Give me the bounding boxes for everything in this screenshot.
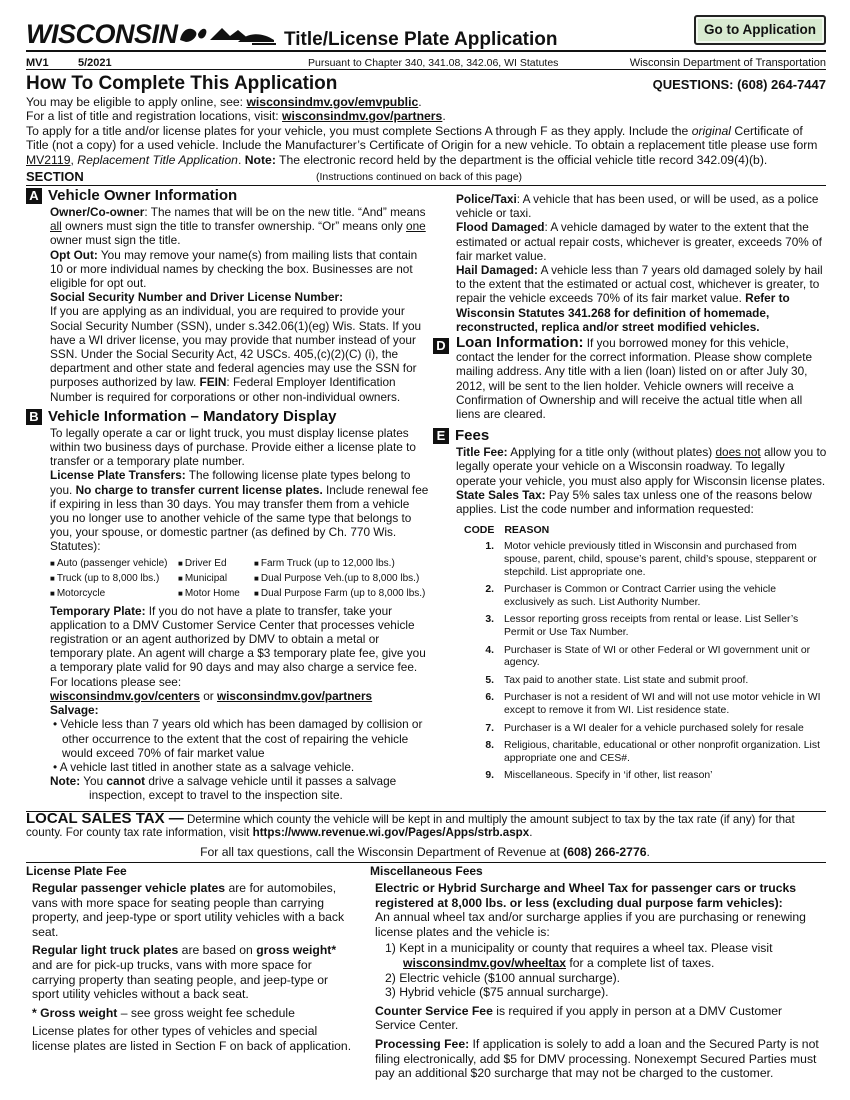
section-d-letter: D <box>433 338 449 354</box>
salvage-item: • Vehicle less than 7 years old which has been damaged by collision or other occurrence to the extent that the cost of repairing the vehicle would exceed 70% of fair market value <box>53 717 423 760</box>
exemption-code-row <box>456 692 827 717</box>
mv2119-link[interactable]: MV2119 <box>26 152 71 167</box>
section-d: D Loan Information: If you borrowed money for this vehicle, contact the lender for the correct information. Please show complete mailing address. Any title with a lien (loan) listed on or after July 30, 2012, will be sent to the lien holder. Vehicle owners will receive a Confirmation of Ownership and will receive the actual title when all liens are cleared. <box>437 336 827 421</box>
plate-type-item: ■ Motor Home <box>178 586 254 601</box>
page-title: How To Complete This Application <box>26 73 338 94</box>
form-id: MV1 <box>26 57 49 69</box>
counter-service-fee: Counter Service Fee is required if you apply in person at a DMV Customer Service Center. <box>375 1003 783 1033</box>
code-number: 8. <box>485 740 494 752</box>
surcharge-item: 1) Kept in a municipality or county that requires a wheel tax. Please visit wisconsindmv.gov/wheeltax for a complete list of taxes. <box>385 941 773 970</box>
title-fee-info: Title Fee: Applying for a title only (without plates) does not allow you to legally operate your vehicle on a Wisconsin roadway. To legally operate your vehicle, you must also apply for Wisconsin license plates. <box>456 445 827 488</box>
code-reason: Purchaser is not a resident of WI and will not use motor vehicle in WI except to remove it from WI. List residence state. <box>504 692 821 716</box>
code-reason: Motor vehicle previously titled in Wisconsin and purchased from spouse, parent, child, spouse’s parent, child’s spouse, stepparent or stepchild. List appropriate one. <box>504 541 817 578</box>
exemption-code-row <box>456 541 827 579</box>
section-a-heading: A Vehicle Owner Information <box>26 188 430 204</box>
plate-type-item: ■ Motorcycle <box>50 586 178 601</box>
gross-weight-note: * Gross weight – see gross weight fee schedule <box>32 1005 295 1020</box>
code-number: 9. <box>485 770 494 782</box>
wisconsin-logo-art <box>178 22 278 48</box>
surcharge-item: 3) Hybrid vehicle ($75 annual surcharge). <box>385 985 609 1000</box>
centers-link[interactable]: wisconsindmv.gov/centers <box>50 688 200 703</box>
emv-public-link[interactable]: wisconsindmv.gov/emvpublic <box>246 95 419 109</box>
code-number: 5. <box>485 674 494 686</box>
instructions-continued: (Instructions continued on back of this page) <box>316 171 523 183</box>
plate-type-item: ■ Farm Truck (up to 12,000 lbs.) <box>254 556 444 571</box>
exemption-code-row <box>456 740 827 765</box>
salvage-note: Note: You cannot drive a salvage vehicle until it passes a salvage inspection, except to travel to the inspection site. <box>50 774 397 803</box>
code-reason: Purchaser is a WI dealer for a vehicle purchased solely for resale <box>504 722 804 734</box>
surcharge-list <box>375 941 825 999</box>
section-a-letter: A <box>26 188 42 204</box>
passenger-plates-info: Regular passenger vehicle plates are for automobiles, vans with more space for seating people than carrying property, and jeep-type or sport utility vehicles with a back seat. <box>32 881 345 939</box>
questions-phone: QUESTIONS: (608) 264-7447 <box>652 77 826 92</box>
local-sales-tax: LOCAL SALES TAX — Determine which county the vehicle will be kept in and multiply the amount subject to tax by the tax rate (if any) for that county. For county tax rate information, visit https://www.revenue.wi.gov/Pages/Apps/strb.aspx. <box>26 810 795 840</box>
exemption-code-row <box>456 645 827 670</box>
surcharge-item: 2) Electric vehicle ($100 annual surcharge). <box>385 970 621 985</box>
exemption-code-row <box>456 770 827 783</box>
ssn-info: If you are applying as an individual, you are required to provide your Social Security Number (SSN), under s.342.06(1)(eg) Wis. Stats. If you have a WI driver license, you may provide that number instead of your SSN. Under the Social Security Act, 42 USCs. 405,(c)(2)(C) (i), the department and other state and federal agencies may use the SSN for purposes authorized by law. FEIN: Federal Employer Identification Number is required for corporations or other non-individual owners. <box>50 304 422 404</box>
plate-type-item: ■ Truck (up to 8,000 lbs.) <box>50 571 178 586</box>
code-number: 2. <box>485 584 494 596</box>
owner-info: Owner/Co-owner: The names that will be on the new title. “And” means all owners must sign the title to transfer ownership. “Or” means only one owner must sign the title. <box>50 205 426 248</box>
section-b-letter: B <box>26 409 42 425</box>
exemption-code-row <box>456 723 827 736</box>
salvage-heading: Salvage: <box>50 703 99 718</box>
code-reason: Religious, charitable, educational or other nonprofit organization. List appropriate one and CES#. <box>504 740 820 764</box>
code-reason: Purchaser is State of WI or other Federal or WI government unit or agency. <box>504 644 811 669</box>
opt-out-info: Opt Out: You may remove your name(s) from mailing lists that contain 10 or more individual names by checking the box. Businesses are not eligible for opt out. <box>50 247 418 291</box>
section-rule <box>26 185 826 186</box>
code-reason: Miscellaneous. Specify in ‘if other, list reason’ <box>504 770 713 782</box>
plate-type-item: ■ Auto (passenger vehicle) <box>50 556 178 571</box>
code-number: 6. <box>485 692 494 704</box>
light-truck-plates-info: Regular light truck plates are based on gross weight* and are for pick-up trucks, vans with more space for carrying property than seating people, and jeep-type or sport utility vehicles without a back seat. <box>32 943 337 1002</box>
exemption-code-row <box>456 675 827 688</box>
intro-text: You may be eligible to apply online, see: wisconsindmv.gov/emvpublic. For a list of title and registration locations, visit: wisconsindmv.gov/partners. To apply for a title and/or license plates for your vehicle, you must complete Sections A through F as they apply. Include the original Certificate of Title (not a copy) for a used vehicle. Include the Manufacturer’s Certificate of Origin for a new vehicle. To obtain a replacement title please use form MV2119, Replacement Title Application. Note: The electronic record held by the department is the official vehicle title record 342.09(4)(b). <box>26 95 818 167</box>
location-links: wisconsindmv.gov/centers or wisconsindmv.gov/partners <box>50 688 373 703</box>
wisconsin-logo: WISCONSIN <box>26 19 178 49</box>
license-plate-fee <box>32 881 358 1058</box>
plate-types-list <box>50 556 430 601</box>
form-date: 5/2021 <box>78 57 112 69</box>
pursuant-statutes: Pursuant to Chapter 340, 341.08, 342.06, WI Statutes <box>308 57 559 69</box>
code-number: 7. <box>485 722 494 734</box>
code-reason: Purchaser is Common or Contract Carrier using the vehicle exclusively as such. List Authority Number. <box>504 584 776 608</box>
state-sales-tax-info: State Sales Tax: Pay 5% sales tax unless one of the reasons below applies. List the code number and information requested: <box>456 487 812 517</box>
license-plate-fee-heading: License Plate Fee <box>26 864 127 878</box>
section-label: SECTION <box>26 169 84 184</box>
code-reason: Lessor reporting gross receipts from rental or lease. List Seller’s Permit or Use Tax Number. <box>504 614 799 639</box>
exemption-code-row <box>456 584 827 609</box>
local-sales-tax-title: LOCAL SALES TAX — <box>26 810 184 827</box>
misc-fees <box>375 881 825 1085</box>
code-number: 4. <box>485 644 494 656</box>
flood-damaged-info: Flood Damaged: A vehicle damaged by water to the extent that the estimated or actual repair costs, whichever is greater, exceeds 70% of fair market value. <box>456 220 822 263</box>
left-column <box>30 188 430 803</box>
processing-fee: Processing Fee: If application is solely to add a loan and the Secured Party is not filing electronically, add $5 for DMV processing. Nonexempt Secured Parties must pay an additional $20 surcharge that may not be charged to the customer. <box>375 1036 819 1081</box>
plate-type-item: ■ Municipal <box>178 571 254 586</box>
partners-link[interactable]: wisconsindmv.gov/partners <box>282 109 443 124</box>
ev-surcharge-heading: Electric or Hybrid Surcharge and Wheel Tax for passenger cars or trucks registered at 8,000 lbs. or less (excluding dual purpose farm vehicles): <box>375 881 797 910</box>
ev-surcharge-text: An annual wheel tax and/or surcharge applies if you are purchasing or renewing license plates and the vehicle is: <box>375 910 806 939</box>
misc-fees-heading: Miscellaneous Fees <box>370 864 483 878</box>
code-table-header: CODE REASON <box>464 524 550 537</box>
dor-call-line: For all tax questions, call the Wisconsin Department of Revenue at (608) 266-2776. <box>200 845 650 859</box>
temporary-plate-info: Temporary Plate: If you do not have a plate to transfer, take your application to a DMV Customer Service Center that processes vehicle registration or an agent authorized by DMV to obtain a metal or temporary plate. An agent will charge a $3 temporary plate fee, give you a temporary plate valid for 90 days and may also charge a service fee. For locations please see: <box>50 603 426 689</box>
agency-name: Wisconsin Department of Transportation <box>629 57 826 69</box>
plate-transfer-info: License Plate Transfers: The following license plate types belong to you. No charge to transfer current license plates. Include renewal fee if expiring in less than 30 days. You may transfer them from a vehicle you no longer use to another vehicle of the same type that belongs to you, your spouse, or domestic partner (as defined by Ch. 770 Wis. Statutes): <box>50 468 429 554</box>
code-number: 1. <box>485 541 494 553</box>
hail-damaged-info: Hail Damaged: A vehicle less than 7 years old damaged solely by hail to the extent that the estimated or actual cost, whichever is greater, to repair the vehicle exceeds 70% of its fair market value. Refer to Wisconsin Statutes 341.268 for definition of homemade, reconstructed, replica and/or street modified vehicles. <box>456 263 823 334</box>
partners-link-2[interactable]: wisconsindmv.gov/partners <box>216 688 373 703</box>
section-d-heading: Loan Information: <box>456 334 584 352</box>
code-number: 3. <box>485 614 494 626</box>
section-b-intro: To legally operate a car or light truck, you must display license plates within two business days of purchase. Provide either a license plate to transfer or a temporary plate number. <box>50 425 416 469</box>
ssn-heading: Social Security Number and Driver License Number: <box>50 290 344 305</box>
go-to-application-button[interactable]: Go to Application <box>694 15 826 45</box>
exemption-code-list <box>456 541 827 783</box>
header-rule-2 <box>26 69 826 70</box>
police-taxi-info: Police/Taxi: A vehicle that has been used, or will be used, as a police vehicle or taxi. <box>456 192 819 221</box>
wheel-tax-link[interactable]: wisconsindmv.gov/wheeltax <box>403 955 566 970</box>
plate-type-item: ■ Dual Purpose Farm (up to 8,000 lbs.) <box>254 586 444 601</box>
fees-rule <box>26 862 826 863</box>
section-e-letter: E <box>433 428 449 444</box>
section-b-heading: B Vehicle Information – Mandatory Display <box>26 409 430 425</box>
plate-type-item: ■ Driver Ed <box>178 556 254 571</box>
code-reason: Tax paid to another state. List state and submit proof. <box>504 674 749 686</box>
right-column <box>437 192 827 788</box>
salvage-item: • A vehicle last titled in another state as a salvage vehicle. <box>53 759 355 774</box>
exemption-code-row <box>456 614 827 639</box>
plate-type-item: ■ Dual Purpose Veh.(up to 8,000 lbs.) <box>254 571 444 586</box>
section-e-heading: E Fees <box>433 428 827 444</box>
document-title: Title/License Plate Application <box>284 29 558 50</box>
county-tax-rate-link[interactable]: https://www.revenue.wi.gov/Pages/Apps/strb.aspx <box>252 826 530 840</box>
header-rule <box>26 50 826 52</box>
other-plates-info: License plates for other types of vehicles and special license plates are listed in Section F on back of application. <box>32 1024 352 1053</box>
